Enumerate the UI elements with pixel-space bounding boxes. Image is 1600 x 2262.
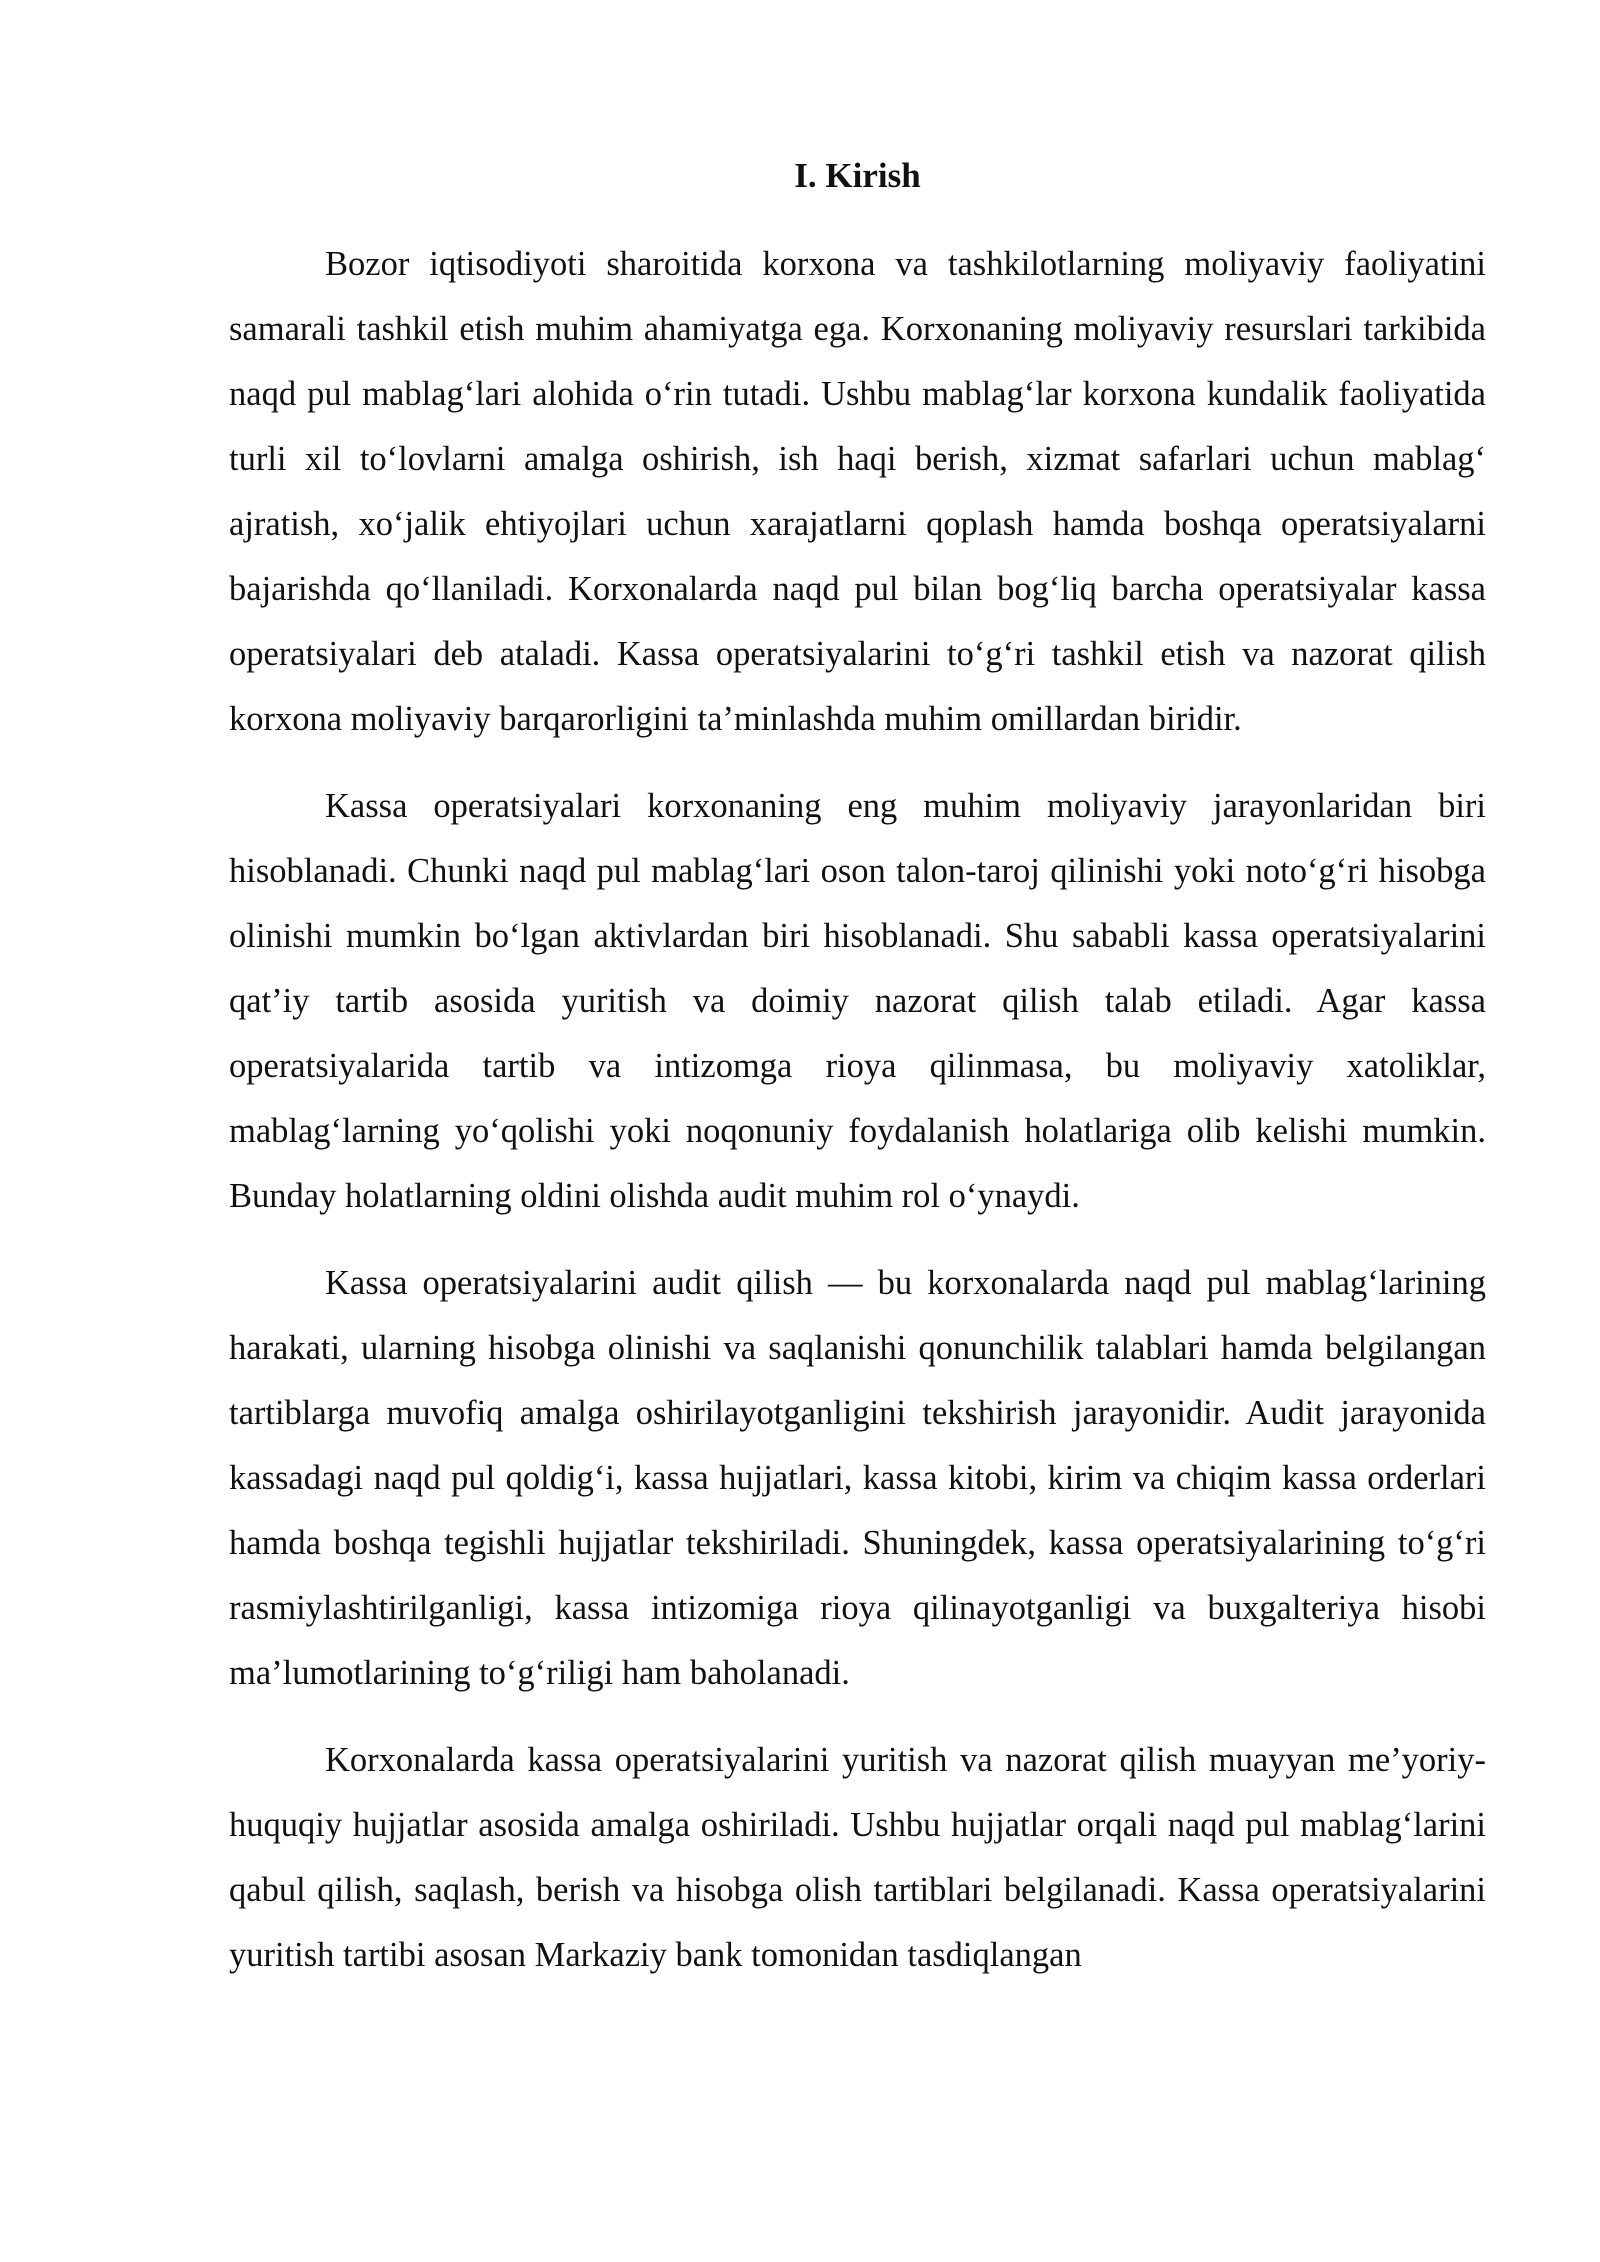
paragraph-4: Korxonalarda kassa operatsiyalarini yuritish va nazorat qilish muayyan me’yoriy-huquqiy hujjatlar asosida amalga oshiriladi. Ushbu hujjatlar orqali naqd pul mablag‘larini qabul qilish, saqlash, berish va hisobga olish tartiblari belgilanadi. Kassa operatsiyalarini yuritish tartibi asosan Markaziy bank tomonidan tasdiqlangan [229,1741,1486,1974]
section-title: I. Kirish [794,156,921,195]
paragraph-3: Kassa operatsiyalarini audit qilish — bu korxonalarda naqd pul mablag‘larining harakati, ularning hisobga olinishi va saqlanishi qonunchilik talablari hamda belgilangan tartiblarga muvofiq amalga oshirilayotganligini tekshirish jarayonidir. Audit jarayonida kassadagi naqd pul qoldig‘i, kassa hujjatlari, kassa kitobi, kirim va chiqim kassa orderlari hamda boshqa tegishli hujjatlar tekshiriladi. Shuningdek, kassa operatsiyalarining to‘g‘ri rasmiylashtirilganligi, kassa intizomiga rioya qilinayotganligi va buxgalteriya hisobi ma’lumotlarining to‘g‘riligi ham baholanadi. [229,1264,1486,1692]
paragraph-1: Bozor iqtisodiyoti sharoitida korxona va tashkilotlarning moliyaviy faoliyatini samarali tashkil etish muhim ahamiyatga ega. Korxonaning moliyaviy resurslari tarkibida naqd pul mablag‘lari alohida o‘rin tutadi. Ushbu mablag‘lar korxona kundalik faoliyatida turli xil to‘lovlarni amalga oshirish, ish haqi berish, xizmat safarlari uchun mablag‘ ajratish, xo‘jalik ehtiyojlari uchun xarajatlarni qoplash hamda boshqa operatsiyalarni bajarishda qo‘llaniladi. Korxonalarda naqd pul bilan bog‘liq barcha operatsiyalar kassa operatsiyalari deb ataladi. Kassa operatsiyalarini to‘g‘ri tashkil etish va nazorat qilish korxona moliyaviy barqarorligini ta’minlashda muhim omillardan biridir. [229,245,1486,738]
paragraph-2: Kassa operatsiyalari korxonaning eng muhim moliyaviy jarayonlaridan biri hisoblanadi. Chunki naqd pul mablag‘lari oson talon-taroj qilinishi yoki noto‘g‘ri hisobga olinishi mumkin bo‘lgan aktivlardan biri hisoblanadi. Shu sababli kassa operatsiyalarini qat’iy tartib asosida yuritish va doimiy nazorat qilish talab etiladi. Agar kassa operatsiyalarida tartib va intizomga rioya qilinmasa, bu moliyaviy xatoliklar, mablag‘larning yo‘qolishi yoki noqonuniy foydalanish holatlariga olib kelishi mumkin. Bunday holatlarning oldini olishda audit muhim rol o‘ynaydi. [229,787,1486,1215]
document-body [229,150,1486,2010]
